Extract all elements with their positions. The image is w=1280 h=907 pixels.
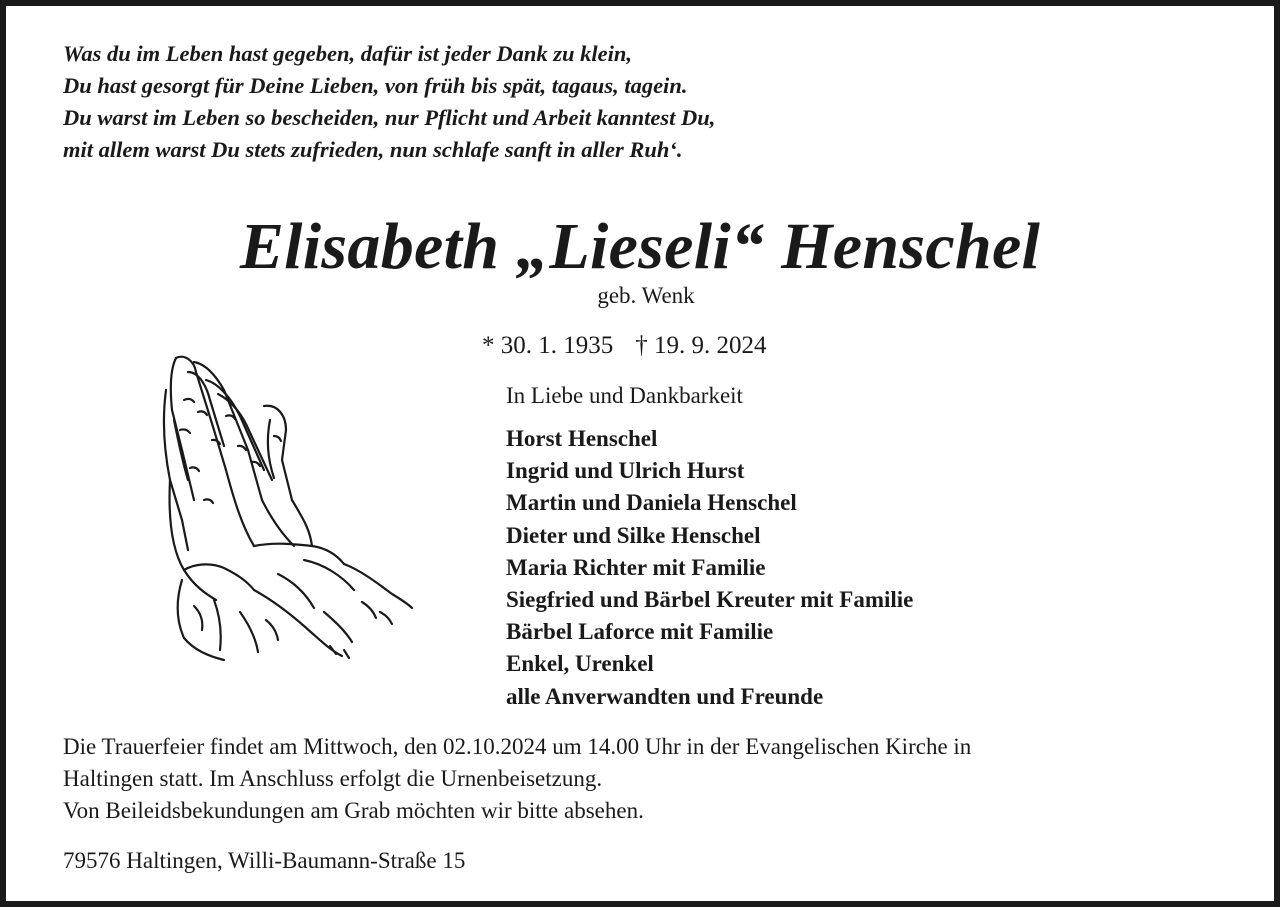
- list-item: Maria Richter mit Familie: [506, 554, 766, 580]
- dedication-text: In Liebe und Dankbarkeit: [506, 383, 743, 408]
- maiden-name: geb. Wenk: [597, 283, 695, 308]
- list-item: alle Anverwandten und Freunde: [506, 683, 824, 709]
- funeral-service-info: [63, 731, 971, 827]
- family-address: 79576 Haltingen, Willi-Baumann-Straße 15: [63, 848, 466, 873]
- list-item: Martin und Daniela Henschel: [506, 490, 797, 516]
- list-item: Enkel, Urenkel: [506, 651, 654, 677]
- poem-line: Du warst im Leben so bescheiden, nur Pflicht und Arbeit kanntest Du,: [63, 105, 716, 130]
- service-line: Von Beileidsbekundungen am Grab möchten wir bitte absehen.: [63, 798, 644, 823]
- list-item: Ingrid und Ulrich Hurst: [506, 458, 745, 484]
- service-line: Die Trauerfeier findet am Mittwoch, den 02.10.2024 um 14.00 Uhr in der Evangelischen Kirche in: [63, 734, 972, 759]
- list-item: Dieter und Silke Henschel: [506, 522, 761, 548]
- poem-line: Du hast gesorgt für Deine Lieben, von früh bis spät, tagaus, tagein.: [63, 73, 688, 98]
- birth-date: * 30. 1. 1935: [482, 332, 614, 359]
- poem-line: Was du im Leben hast gegeben, dafür ist jeder Dank zu klein,: [63, 41, 632, 66]
- poem-line: mit allem warst Du stets zufrieden, nun schlafe sanft in aller Ruh‘.: [63, 137, 683, 162]
- death-date: † 19. 9. 2024: [635, 332, 767, 359]
- praying-hands-icon: [154, 350, 416, 672]
- poem: [63, 38, 715, 166]
- mourners-list: [506, 423, 913, 713]
- life-dates: [482, 329, 767, 363]
- list-item: Siegfried und Bärbel Kreuter mit Familie: [506, 587, 914, 613]
- list-item: Horst Henschel: [506, 426, 658, 451]
- list-item: Bärbel Laforce mit Familie: [506, 619, 774, 645]
- deceased-name: Elisabeth „Lieseli“ Henschel: [239, 210, 1041, 283]
- service-line: Haltingen statt. Im Anschluss erfolgt die Urnenbeisetzung.: [63, 766, 603, 791]
